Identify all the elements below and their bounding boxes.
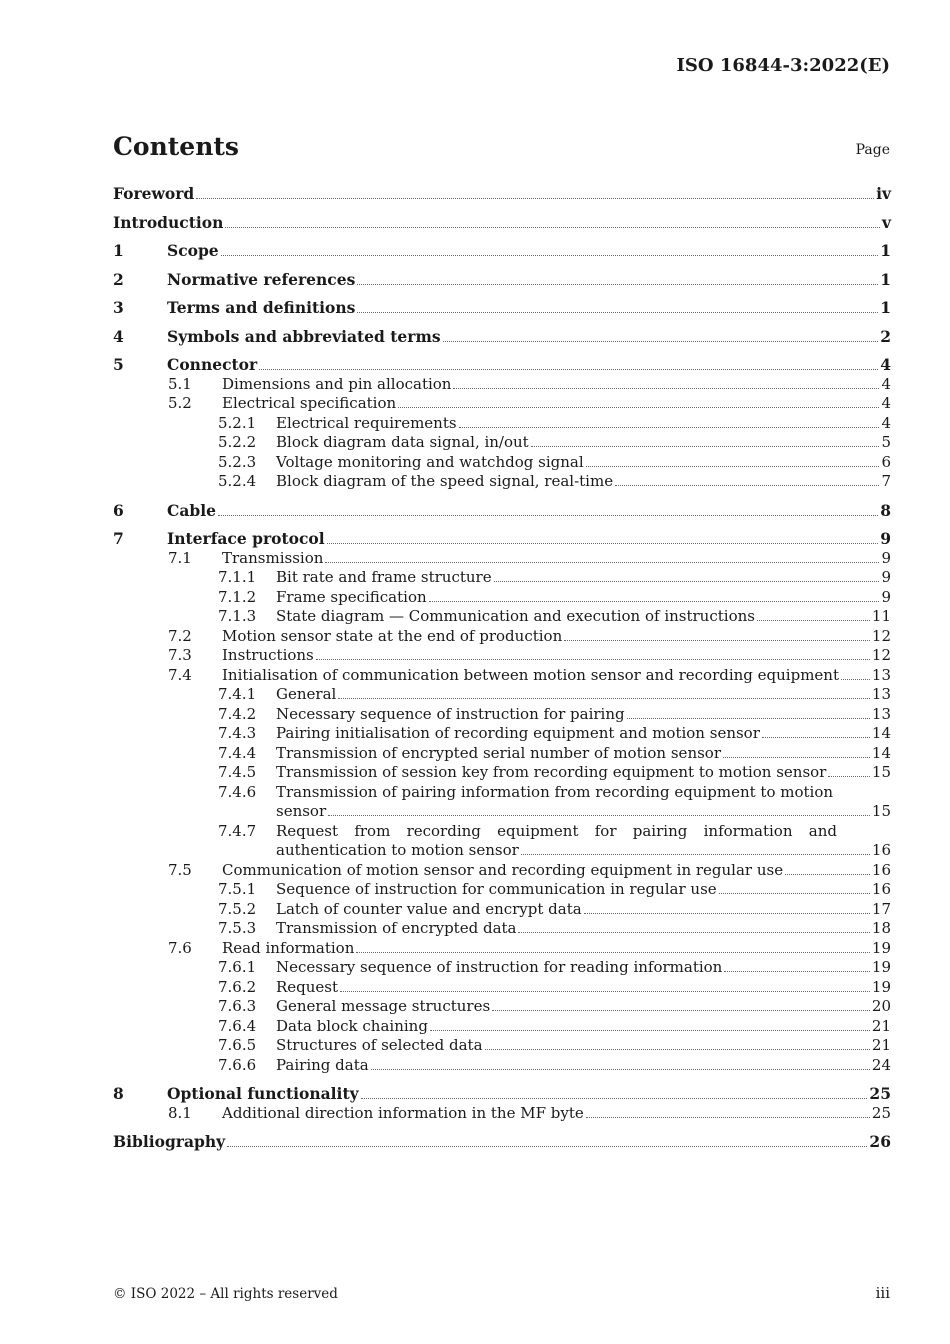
toc-entry-7-5-3[interactable] [113, 919, 891, 939]
toc-entry-7-4[interactable] [113, 666, 891, 686]
toc-number: 7 [113, 529, 124, 548]
copyright-notice: © ISO 2022 – All rights reserved [113, 1286, 338, 1302]
leader-dots [221, 255, 879, 256]
leader-dots [494, 581, 880, 582]
toc-number: 7.4.3 [218, 724, 257, 742]
table-of-contents [113, 184, 891, 1152]
toc-entry-7-5-2[interactable] [113, 900, 891, 920]
toc-number: 5.2.3 [218, 452, 257, 471]
leader-dots [586, 466, 880, 467]
toc-page: 20 [871, 997, 891, 1015]
toc-page: 19 [871, 958, 891, 976]
toc-number: 7.4.5 [218, 763, 257, 781]
toc-title-line1 [276, 822, 891, 842]
toc-title: Instructions [222, 646, 314, 664]
toc-number: 7.5 [168, 860, 192, 879]
toc-page: 4 [881, 413, 891, 432]
leader-dots [340, 991, 870, 992]
toc-title: Electrical requirements [276, 413, 457, 432]
toc-entry-3[interactable] [113, 298, 891, 318]
toc-number: 3 [113, 298, 124, 317]
page-number: iii [875, 1284, 890, 1302]
toc-title: Terms and definitions [167, 298, 356, 317]
title-word: recording [406, 821, 481, 840]
toc-number: 7.2 [168, 626, 192, 645]
toc-number: 5 [113, 355, 124, 374]
leader-dots [828, 776, 870, 777]
toc-page: 1 [880, 241, 891, 260]
toc-title-line1: Transmission of pairing information from recording equipment to motion [276, 782, 834, 801]
toc-entry-8[interactable] [113, 1084, 891, 1104]
leader-dots [356, 952, 870, 953]
toc-entry-5-2-2[interactable] [113, 433, 891, 453]
leader-dots [757, 620, 870, 621]
toc-entry-5-1[interactable] [113, 375, 891, 395]
title-word: for [594, 821, 617, 840]
toc-title: Cable [167, 500, 216, 520]
toc-entry-7-6-4[interactable] [113, 1017, 891, 1037]
toc-number: 7.4 [168, 665, 192, 684]
page-column-label: Page [855, 142, 890, 158]
toc-title: Necessary sequence of instruction for reading information [276, 958, 723, 976]
toc-number: 8.1 [168, 1103, 192, 1122]
toc-page: 19 [871, 977, 891, 996]
toc-title: Request [276, 977, 339, 996]
title-word: equipment [497, 821, 579, 840]
toc-page: 17 [871, 899, 891, 918]
title-word: Request [276, 821, 339, 840]
toc-title: Transmission of session key from recording equipment to motion sensor [276, 763, 827, 781]
toc-entry-7-4-7[interactable] [113, 822, 891, 861]
leader-dots [531, 446, 880, 447]
toc-title: Pairing data [276, 1055, 369, 1074]
toc-page: v [881, 212, 891, 232]
toc-title: Interface protocol [167, 529, 325, 548]
toc-title: Transmission of encrypted data [276, 919, 517, 937]
toc-page: 19 [871, 938, 891, 957]
title-word: and [808, 821, 837, 840]
leader-dots [227, 1146, 867, 1147]
toc-entry-7-6-5[interactable] [113, 1036, 891, 1056]
toc-number: 7.4.7 [218, 821, 257, 840]
leader-dots [371, 1069, 870, 1070]
leader-dots [518, 932, 869, 933]
toc-entry-2[interactable] [113, 270, 891, 290]
toc-number: 7.6 [168, 938, 192, 957]
toc-number: 7.6.2 [218, 977, 257, 996]
toc-entry-introduction[interactable] [113, 213, 891, 233]
toc-page: 9 [881, 587, 891, 606]
toc-entry-4[interactable] [113, 327, 891, 347]
toc-title: Optional functionality [167, 1084, 359, 1103]
toc-entry-7-6-1[interactable] [113, 958, 891, 978]
toc-number: 5.1 [168, 374, 192, 393]
leader-dots [357, 312, 878, 313]
toc-page: 14 [871, 724, 891, 742]
toc-title: Dimensions and pin allocation [222, 374, 452, 393]
toc-page: 16 [871, 860, 891, 879]
toc-title: Communication of motion sensor and recording equipment in regular use [222, 860, 784, 879]
leader-dots [327, 543, 879, 544]
toc-title: Frame specification [276, 587, 427, 606]
toc-page: 13 [871, 704, 891, 723]
toc-entry-7-6[interactable] [113, 939, 891, 959]
toc-page: iv [876, 184, 891, 203]
toc-page: 26 [869, 1132, 891, 1151]
toc-page: 15 [871, 802, 891, 820]
toc-number: 7.4.6 [218, 782, 257, 801]
title-word: pairing [632, 821, 688, 840]
toc-number: 7.4.1 [218, 685, 257, 703]
toc-title: Data block chaining [276, 1016, 428, 1035]
toc-title: Latch of counter value and encrypt data [276, 899, 582, 918]
toc-page: 9 [880, 529, 891, 548]
leader-dots [584, 913, 870, 914]
leader-dots [316, 659, 870, 660]
toc-page: 13 [871, 665, 891, 684]
toc-entry-7-4-4[interactable] [113, 744, 891, 764]
toc-title: Structures of selected data [276, 1036, 483, 1054]
leader-dots [338, 698, 870, 699]
toc-entry-5-2-4[interactable] [113, 472, 891, 492]
toc-entry-7-4-5[interactable] [113, 763, 891, 783]
toc-title: Bibliography [113, 1132, 226, 1151]
toc-title: Necessary sequence of instruction for pairing [276, 704, 625, 723]
toc-entry-7-4-6[interactable] [113, 783, 891, 822]
toc-entry-7-4-3[interactable] [113, 724, 891, 744]
leader-dots [459, 427, 880, 428]
leader-dots [225, 227, 880, 228]
toc-number: 5.2.2 [218, 433, 257, 451]
leader-dots [785, 874, 870, 875]
toc-entry-bibliography[interactable] [113, 1132, 891, 1152]
leader-dots [430, 1030, 870, 1031]
toc-page: 15 [871, 763, 891, 781]
toc-entry-7-6-3[interactable] [113, 997, 891, 1017]
leader-dots [762, 737, 870, 738]
toc-number: 5.2 [168, 394, 192, 412]
toc-entry-7-1-1[interactable] [113, 568, 891, 588]
toc-number: 7.6.4 [218, 1016, 257, 1035]
toc-title: Block diagram data signal, in/out [276, 433, 529, 451]
toc-title: Normative references [167, 269, 356, 289]
toc-page: 16 [871, 880, 891, 898]
toc-page: 2 [880, 326, 891, 346]
toc-title: Electrical specification [222, 394, 397, 412]
toc-page: 9 [881, 568, 891, 586]
toc-title: Sequence of instruction for communication in regular use [276, 880, 717, 898]
toc-page: 4 [880, 355, 891, 374]
toc-entry-5-2[interactable] [113, 394, 891, 414]
toc-number: 7.5.2 [218, 899, 257, 918]
leader-dots [357, 284, 878, 285]
leader-dots [398, 407, 879, 408]
toc-page: 5 [881, 433, 891, 451]
toc-page: 12 [871, 626, 891, 645]
toc-page: 18 [871, 919, 891, 937]
toc-page: 9 [881, 548, 891, 567]
toc-number: 1 [113, 241, 124, 260]
toc-page: 24 [871, 1055, 891, 1074]
toc-number: 7.4.4 [218, 743, 257, 762]
toc-page: 8 [880, 500, 891, 520]
leader-dots [259, 369, 878, 370]
leader-dots [485, 1049, 870, 1050]
toc-title: Read information [222, 938, 355, 957]
toc-title: Transmission [222, 548, 324, 567]
leader-dots [724, 971, 870, 972]
toc-entry-7-5-1[interactable] [113, 880, 891, 900]
toc-number: 6 [113, 500, 124, 520]
leader-dots [325, 562, 879, 563]
contents-title: Contents [113, 132, 240, 161]
document-id: ISO 16844-3:2022(E) [676, 55, 890, 76]
leader-dots [627, 718, 870, 719]
title-word: information [703, 821, 793, 840]
toc-page: 16 [871, 841, 891, 859]
toc-number: 7.6.1 [218, 958, 257, 976]
toc-title: Additional direction information in the MF byte [222, 1103, 584, 1122]
toc-page: 12 [871, 646, 891, 664]
toc-entry-7-3[interactable] [113, 646, 891, 666]
toc-title: Transmission of encrypted serial number of motion sensor [276, 743, 721, 762]
toc-entry-7[interactable] [113, 529, 891, 549]
toc-number: 7.1.3 [218, 607, 257, 625]
toc-entry-8-1[interactable] [113, 1104, 891, 1124]
toc-number: 7.6.5 [218, 1036, 257, 1054]
toc-title-line2: authentication to motion sensor [276, 841, 519, 859]
toc-number: 7.1.2 [218, 587, 257, 606]
toc-entry-7-2[interactable] [113, 627, 891, 647]
toc-number: 4 [113, 326, 124, 346]
toc-page: 21 [871, 1036, 891, 1054]
toc-title: Bit rate and frame structure [276, 568, 492, 586]
leader-dots [564, 640, 870, 641]
toc-title: General message structures [276, 997, 491, 1015]
toc-title: Foreword [113, 184, 195, 203]
toc-number: 8 [113, 1084, 124, 1103]
leader-dots [841, 679, 870, 680]
leader-dots [218, 515, 878, 516]
toc-entry-5-2-1[interactable] [113, 414, 891, 434]
toc-entry-5[interactable] [113, 355, 891, 375]
toc-number: 7.5.3 [218, 919, 257, 937]
toc-title: Initialisation of communication between motion sensor and recording equipment [222, 665, 839, 684]
toc-title: Voltage monitoring and watchdog signal [276, 452, 584, 471]
toc-entry-1[interactable] [113, 241, 891, 261]
title-word: from [354, 821, 391, 840]
toc-page: 4 [881, 394, 891, 412]
toc-title: Pairing initialisation of recording equipment and motion sensor [276, 724, 760, 742]
toc-number: 7.1.1 [218, 568, 257, 586]
toc-page: 14 [871, 743, 891, 762]
toc-entry-7-6-2[interactable] [113, 978, 891, 998]
toc-number: 7.6.3 [218, 997, 257, 1015]
leader-dots [586, 1117, 870, 1118]
leader-dots [521, 854, 870, 855]
leader-dots [196, 198, 874, 199]
toc-page: 1 [880, 269, 891, 289]
leader-dots [492, 1010, 870, 1011]
toc-entry-7-4-2[interactable] [113, 705, 891, 725]
toc-title: Motion sensor state at the end of production [222, 626, 563, 645]
toc-title: Scope [167, 241, 219, 260]
leader-dots [429, 601, 880, 602]
toc-entry-7-1[interactable] [113, 549, 891, 569]
toc-entry-7-6-6[interactable] [113, 1056, 891, 1076]
toc-title: Block diagram of the speed signal, real-time [276, 472, 614, 490]
toc-number: 7.3 [168, 646, 192, 664]
leader-dots [723, 757, 870, 758]
toc-number: 5.2.4 [218, 472, 257, 490]
toc-entry-foreword[interactable] [113, 184, 891, 204]
toc-page: 7 [881, 472, 891, 490]
toc-number: 2 [113, 269, 124, 289]
leader-dots [361, 1098, 868, 1099]
leader-dots [443, 341, 879, 342]
toc-page: 11 [871, 607, 891, 625]
toc-page: 25 [871, 1103, 891, 1122]
toc-entry-5-2-3[interactable] [113, 453, 891, 473]
toc-title: Connector [167, 355, 258, 374]
toc-title: Symbols and abbreviated terms [167, 326, 441, 346]
toc-entry-7-4-1[interactable] [113, 685, 891, 705]
toc-number: 7.1 [168, 548, 192, 567]
toc-title: General [276, 685, 337, 703]
leader-dots [328, 815, 870, 816]
toc-entry-7-1-3[interactable] [113, 607, 891, 627]
toc-page: 25 [869, 1084, 891, 1103]
leader-dots [615, 485, 879, 486]
leader-dots [719, 893, 870, 894]
toc-entry-7-1-2[interactable] [113, 588, 891, 608]
toc-title: Introduction [113, 212, 224, 232]
toc-number: 7.5.1 [218, 880, 257, 898]
toc-number: 7.4.2 [218, 704, 257, 723]
toc-page: 6 [881, 452, 891, 471]
toc-number: 7.6.6 [218, 1055, 257, 1074]
toc-page: 1 [880, 298, 891, 317]
toc-title: State diagram — Communication and execution of instructions [276, 607, 755, 625]
toc-page: 13 [871, 685, 891, 703]
toc-number: 5.2.1 [218, 413, 257, 432]
toc-title-line2: sensor [276, 802, 327, 820]
leader-dots [453, 388, 879, 389]
toc-page: 4 [881, 374, 891, 393]
toc-page: 21 [871, 1016, 891, 1035]
toc-entry-7-5[interactable] [113, 861, 891, 881]
toc-entry-6[interactable] [113, 501, 891, 521]
